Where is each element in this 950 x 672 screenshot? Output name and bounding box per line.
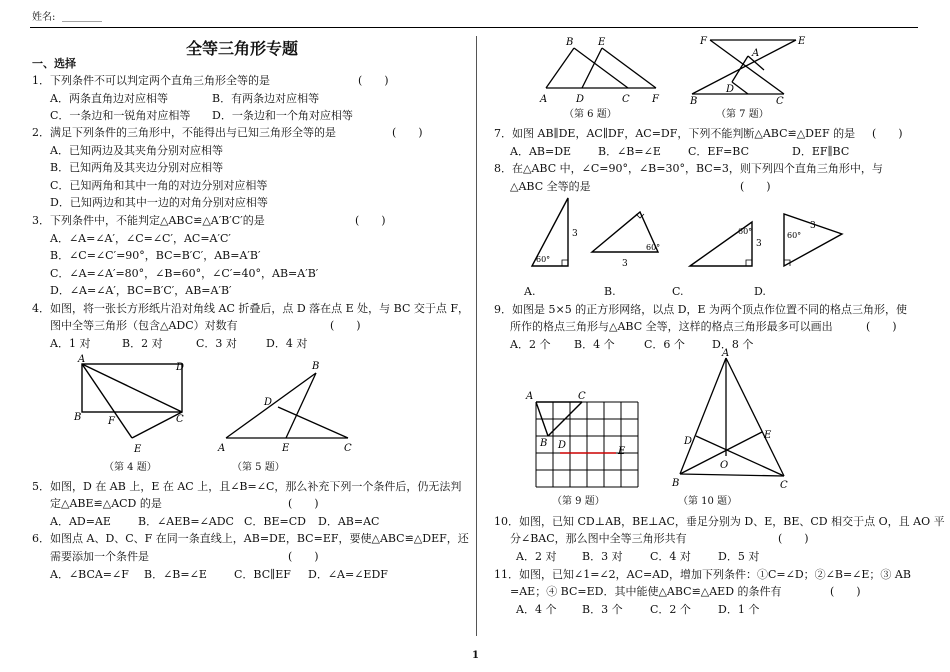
option-d[interactable]: D．5 对 — [718, 550, 760, 563]
fig9-label-e: E — [618, 446, 626, 457]
fig5-label-c: C — [344, 443, 352, 454]
fig6-label-e: E — [598, 37, 606, 48]
option-c[interactable]: C．已知两角和其中一角的对边分别对应相等 — [50, 179, 268, 192]
fig4-label-c: C — [176, 414, 184, 425]
answer-paren[interactable]: ( ) — [778, 532, 809, 545]
fig6-label-c: C — [622, 94, 630, 105]
option-d[interactable]: D．4 对 — [266, 337, 308, 350]
answer-paren[interactable]: ( ) — [358, 74, 389, 87]
question-7: 7．如图 AB∥DE，AC∥DF，AC=DF，下列不能判断△ABC≌△DEF 的是 — [494, 127, 856, 140]
figure-10 — [670, 346, 800, 492]
figure-7 — [692, 32, 822, 106]
question-text: 如图是 5×5 的正方形网络，以点 D，E 为两个顶点作位置不同的格点三角形，使 — [512, 303, 908, 316]
question-text-cont: 图中全等三角形（包含△ADC）对数有 — [50, 319, 238, 332]
page-number: 1 — [472, 650, 479, 661]
figure-5 — [210, 355, 360, 455]
option-d[interactable]: D．∠A=∠EDF — [308, 568, 388, 581]
fig7-label-b: B — [690, 96, 698, 107]
fig7-caption: （第 7 题） — [716, 109, 769, 120]
option-a[interactable]: A．2 对 — [516, 550, 557, 563]
answer-paren[interactable]: ( ) — [355, 214, 386, 227]
question-5: 5．如图，D 在 AB 上，E 在 AC 上，且∠B=∠C，那么补充下列一个条件后，仍无法判 — [32, 480, 462, 493]
question-1: 1．下列条件不可以判定两个直角三角形全等的是 — [32, 74, 270, 87]
tri-c-side: 3 — [756, 239, 762, 249]
fig7-label-f: F — [700, 36, 707, 47]
question-6: 6．如图点 A、D、C、F 在同一条直线上，AB=DE，BC=EF，要使△ABC≌△DEF，还 — [32, 532, 469, 545]
option-b[interactable]: B．3 对 — [582, 550, 623, 563]
fig7-label-a: A — [752, 48, 760, 59]
fig5-label-b: B — [312, 361, 320, 372]
option-b[interactable]: B. — [604, 285, 616, 298]
tri-c-angle: 60° — [738, 227, 753, 236]
option-b[interactable]: B．已知两角及其夹边分别对应相等 — [50, 161, 224, 174]
section-heading: 一、选择 — [32, 57, 76, 70]
fig6-label-f: F — [652, 94, 659, 105]
name-blank[interactable]: ________ — [62, 11, 102, 22]
fig5-caption: （第 5 题） — [232, 462, 285, 473]
fig4-caption: （第 4 题） — [104, 462, 157, 473]
question-text: 如图 AB∥DE，AC∥DF，AC=DF，下列不能判断△ABC≌△DEF 的是 — [512, 127, 856, 140]
question-text: 如图，D 在 AB 上，E 在 AC 上，且∠B=∠C，那么补充下列一个条件后，仍无法判 — [50, 480, 462, 493]
answer-paren[interactable]: ( ) — [740, 180, 771, 193]
fig9-label-a: A — [526, 391, 534, 402]
fig9-label-c: C — [578, 391, 586, 402]
fig10-label-c: C — [780, 480, 788, 491]
fig4-label-d: D — [176, 362, 185, 373]
question-9: 9．如图是 5×5 的正方形网络，以点 D，E 为两个顶点作位置不同的格点三角形，使 — [494, 303, 908, 316]
figure-4 — [70, 352, 200, 462]
question-text-cont: △ABC 全等的是 — [510, 180, 591, 193]
question-text: 如图，将一张长方形纸片沿对角线 AC 折叠后，点 D 落在点 E 处，与 BC 交于点 F， — [50, 302, 470, 315]
question-text: 如图，已知∠1=∠2，AC=AD，增加下列条件：①C=∠D；②∠B=∠E；③ AB — [519, 568, 911, 581]
tri-b-angle: 60° — [646, 243, 661, 252]
option-c[interactable]: C．EF=BC — [688, 145, 749, 158]
option-c[interactable]: C．4 对 — [650, 550, 691, 563]
option-c[interactable]: C．BC∥EF — [234, 568, 291, 581]
option-c[interactable]: C．6 个 — [644, 338, 685, 351]
option-b[interactable]: B．3 个 — [582, 603, 623, 616]
fig5-label-e: E — [282, 443, 290, 454]
header-divider — [30, 27, 918, 28]
fig7-label-d: D — [726, 84, 735, 95]
question-number: 7 — [494, 127, 501, 140]
question-number: 11 — [494, 568, 508, 581]
option-b[interactable]: B．∠B=∠E — [144, 568, 207, 581]
question-text: 如图点 A、D、C、F 在同一条直线上，AB=DE，BC=EF，要使△ABC≌△DEF，还 — [50, 532, 469, 545]
fig6-label-b: B — [566, 37, 574, 48]
fig10-label-o: O — [720, 460, 729, 471]
question-number: 6 — [32, 532, 39, 545]
option-b[interactable]: B．∠B=∠E — [598, 145, 661, 158]
fig4-label-b: B — [74, 412, 82, 423]
option-a[interactable]: A．两条直角边对应相等 — [50, 92, 168, 105]
tri-d-side: 3 — [810, 221, 816, 231]
option-c[interactable]: C．一条边和一锐角对应相等 — [50, 109, 191, 122]
tri-d-angle: 60° — [787, 231, 802, 240]
question-2: 2．满足下列条件的三角形中，不能得出与已知三角形全等的是 — [32, 126, 336, 139]
fig6-caption: （第 6 题） — [564, 109, 617, 120]
answer-paren[interactable]: ( ) — [330, 319, 361, 332]
fig10-label-e: E — [764, 430, 772, 441]
fig9-label-b: B — [540, 438, 548, 449]
option-b[interactable]: B．∠C=∠C′=90°，BC=B′C′，AB=A′B′ — [50, 249, 261, 262]
option-d[interactable]: D．已知两边和其中一边的对角分别对应相等 — [50, 196, 268, 209]
q8-triangles — [512, 194, 852, 274]
fig7-label-c: C — [776, 96, 784, 107]
question-text-cont: 定△ABE≌△ACD 的是 — [50, 497, 162, 510]
question-text: 下列条件中，不能判定△ABC≌△A′B′C′的是 — [50, 214, 265, 227]
option-d[interactable]: D．∠A=∠A′，BC=B′C′，AB=A′B′ — [50, 284, 232, 297]
option-a[interactable]: A．AB=DE — [510, 145, 572, 158]
option-b[interactable]: B．有两条边对应相等 — [212, 92, 320, 105]
answer-paren[interactable]: ( ) — [288, 550, 319, 563]
fig4-label-e: E — [134, 444, 142, 455]
option-d[interactable]: D. — [754, 285, 766, 298]
column-divider — [476, 36, 477, 636]
question-text-cont: 所作的格点三角形与△ABC 全等，这样的格点三角形最多可以画出 — [510, 320, 833, 333]
option-b[interactable]: B．2 对 — [122, 337, 163, 350]
option-c[interactable]: C．2 个 — [650, 603, 691, 616]
tri-a-side: 3 — [572, 229, 578, 239]
question-number: 1 — [32, 74, 39, 87]
option-c[interactable]: C. — [672, 285, 684, 298]
fig5-label-a: A — [218, 443, 226, 454]
question-text-cont: =AE；④ BC=ED．其中能使△ABC≌△AED 的条件有 — [510, 585, 782, 598]
fig6-label-a: A — [540, 94, 548, 105]
question-number: 5 — [32, 480, 39, 493]
fig4-label-a: A — [78, 354, 86, 365]
question-8: 8．在△ABC 中，∠C=90°，∠B=30°，BC=3，则下列四个直角三角形中，与 — [494, 162, 883, 175]
fig10-label-d: D — [684, 436, 693, 447]
answer-paren[interactable]: ( ) — [288, 497, 319, 510]
option-b[interactable]: B．4 个 — [574, 338, 615, 351]
question-3: 3．下列条件中，不能判定△ABC≌△A′B′C′的是 — [32, 214, 265, 227]
question-text: 如图，已知 CD⊥AB，BE⊥AC，垂足分别为 D、E，BE、CD 相交于点 O，且 AO 平 — [519, 515, 945, 528]
question-number: 2 — [32, 126, 39, 139]
option-a[interactable]: A．4 个 — [516, 603, 557, 616]
fig9-label-d: D — [558, 440, 567, 451]
question-number: 4 — [32, 302, 39, 315]
fig6-label-d: D — [576, 94, 585, 105]
question-number: 3 — [32, 214, 39, 227]
figure-6 — [532, 34, 672, 108]
question-text-cont: 分∠BAC，那么图中全等三角形共有 — [510, 532, 687, 545]
figure-9-grid — [520, 386, 640, 486]
option-c[interactable]: C．3 对 — [196, 337, 237, 350]
option-a[interactable]: A．∠A=∠A′，∠C=∠C′，AC=A′C′ — [50, 232, 231, 245]
answer-paren[interactable]: ( ) — [392, 126, 423, 139]
question-number: 9 — [494, 303, 501, 316]
option-d[interactable]: D．1 个 — [718, 603, 760, 616]
answer-paren[interactable]: ( ) — [866, 320, 897, 333]
fig10-label-b: B — [672, 478, 680, 489]
answer-paren[interactable]: ( ) — [830, 585, 861, 598]
option-d[interactable]: D．AB=AC — [318, 515, 380, 528]
option-d[interactable]: D．一条边和一个角对应相等 — [212, 109, 353, 122]
option-a[interactable]: A．2 个 — [510, 338, 551, 351]
fig9-caption: （第 9 题） — [552, 496, 605, 507]
page-title: 全等三角形专题 — [186, 39, 299, 58]
option-a[interactable]: A．已知两边及其夹角分别对应相等 — [50, 144, 223, 157]
option-d[interactable]: D．EF∥BC — [792, 145, 850, 158]
question-10: 10．如图，已知 CD⊥AB，BE⊥AC，垂足分别为 D、E，BE、CD 相交于点 O，且 AO 平 — [494, 515, 945, 528]
option-b[interactable]: B．∠AEB=∠ADC — [138, 515, 234, 528]
fig4-label-f: F — [108, 416, 115, 427]
option-a[interactable]: A．AD=AE — [50, 515, 111, 528]
question-text: 下列条件不可以判定两个直角三角形全等的是 — [50, 74, 270, 87]
fig5-label-d: D — [264, 397, 273, 408]
fig10-label-a: A — [722, 348, 730, 359]
answer-paren[interactable]: ( ) — [872, 127, 903, 140]
question-4: 4．如图，将一张长方形纸片沿对角线 AC 折叠后，点 D 落在点 E 处，与 BC 交于点 F， — [32, 302, 470, 315]
question-text: 满足下列条件的三角形中，不能得出与已知三角形全等的是 — [50, 126, 336, 139]
option-a[interactable]: A．1 对 — [50, 337, 91, 350]
question-number: 8 — [494, 162, 501, 175]
tri-b-side: 3 — [622, 259, 628, 269]
tri-a-angle: 60° — [536, 255, 551, 264]
question-text-cont: 需要添加一个条件是 — [50, 550, 149, 563]
option-d[interactable]: D．8 个 — [712, 338, 754, 351]
name-label: 姓名: — [32, 12, 56, 23]
question-11: 11．如图，已知∠1=∠2，AC=AD，增加下列条件：①C=∠D；②∠B=∠E；③ AB — [494, 568, 911, 581]
question-text: 在△ABC 中，∠C=90°，∠B=30°，BC=3，则下列四个直角三角形中，与 — [512, 162, 883, 175]
option-a[interactable]: A．∠BCA=∠F — [50, 568, 129, 581]
option-a[interactable]: A. — [524, 285, 536, 298]
option-c[interactable]: C．∠A=∠A′=80°，∠B=60°，∠C′=40°，AB=A′B′ — [50, 267, 319, 280]
fig10-caption: （第 10 题） — [678, 496, 738, 507]
option-c[interactable]: C．BE=CD — [244, 515, 306, 528]
question-number: 10 — [494, 515, 508, 528]
fig7-label-e: E — [798, 36, 806, 47]
